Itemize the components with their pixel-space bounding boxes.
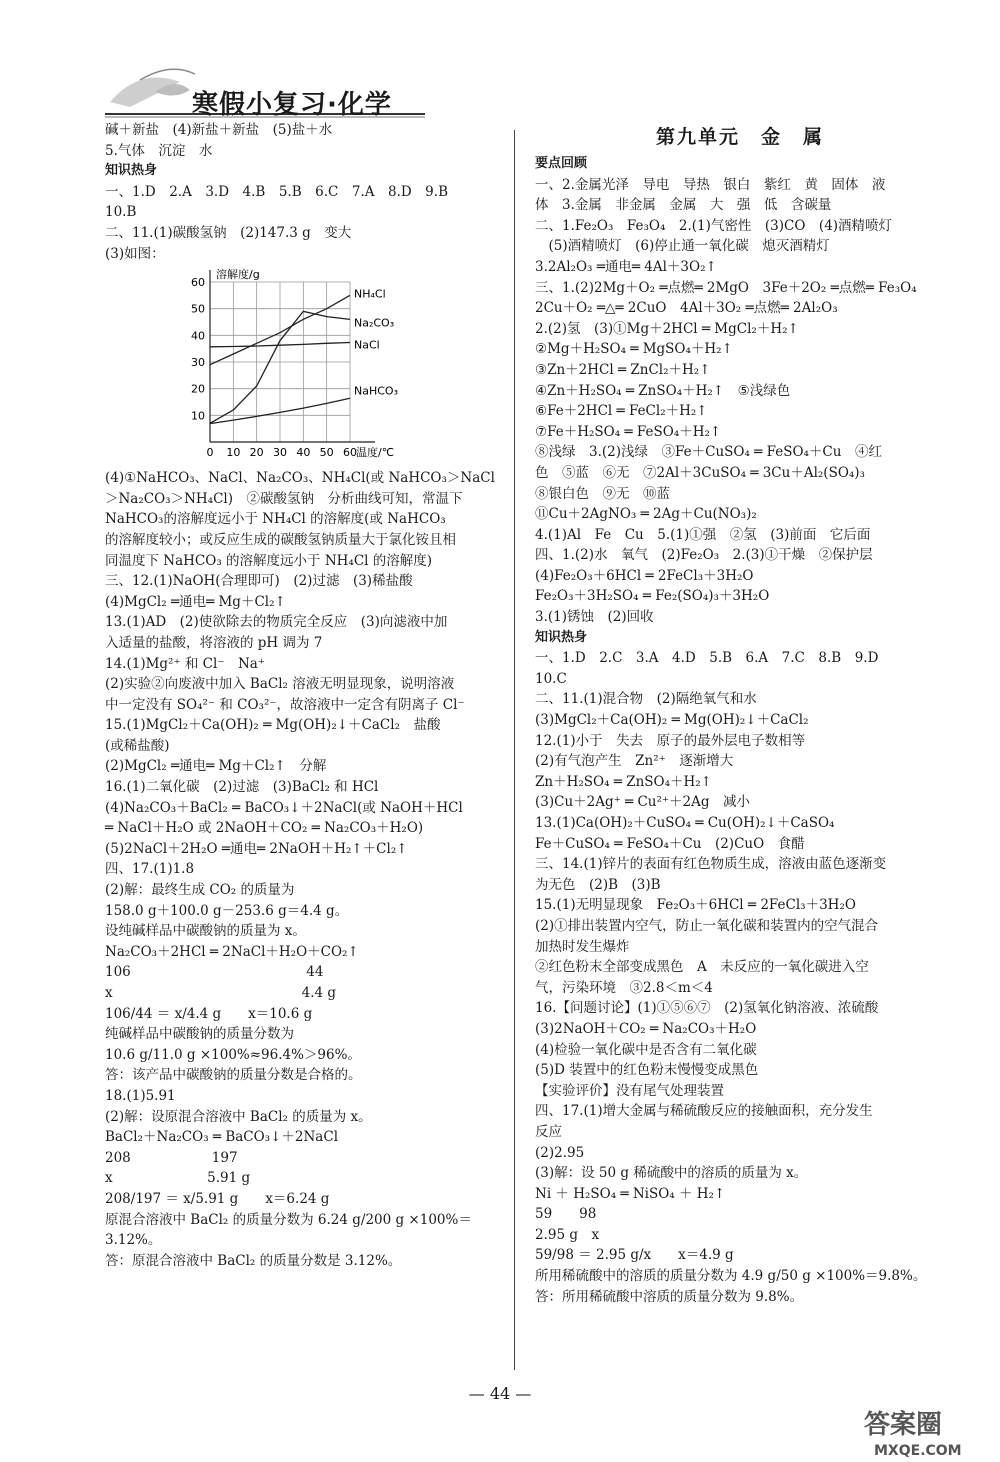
answer-line: Ni ＋ H₂SO₄ ═ NiSO₄ ＋ H₂↑: [535, 1185, 726, 1202]
answer-line: 一、2.金属光泽 导电 导热 银白 紫红 黄 固体 液: [535, 176, 886, 193]
answer-line: 纯碱样品中碳酸钠的质量分数为: [105, 1026, 294, 1043]
answer-line: (2)①排出装置内空气，防止一氧化碳和装置内的空气混合: [535, 917, 879, 934]
answer-line: Na₂CO₃＋2HCl ═ 2NaCl＋H₂O＋CO₂↑: [105, 943, 359, 960]
answer-line: 入适量的盐酸，将溶液的 pH 调为 7: [105, 634, 323, 651]
answer-line: 中一定没有 SO₄²⁻ 和 CO₃²⁻，故溶液中一定含有阴离子 Cl⁻: [105, 696, 465, 713]
answer-line: 2.(2)氢 (3)①Mg＋2HCl ═ MgCl₂＋H₂↑: [535, 320, 799, 337]
answer-line: (2)MgCl₂ ═通电═ Mg＋Cl₂↑ 分解: [105, 758, 327, 775]
answer-line: (4)①NaHCO₃、NaCl、Na₂CO₃、NH₄Cl(或 NaHCO₃＞NaCl: [105, 470, 495, 487]
answer-line: ④Zn＋H₂SO₄ ═ ZnSO₄＋H₂↑ ⑤浅绿色: [535, 382, 791, 399]
answer-line: 设纯碱样品中碳酸钠的质量为 x。: [105, 923, 306, 940]
page-number: — 44 —: [468, 1384, 532, 1403]
answer-line: 18.(1)5.91: [105, 1087, 176, 1104]
answer-line: 答：原混合溶液中 BaCl₂ 的质量分数是 3.12%。: [105, 1252, 402, 1269]
answer-line: (3)如图：: [105, 245, 165, 262]
x-tick-label: 20: [249, 446, 264, 460]
answer-line: BaCl₂＋Na₂CO₃ ═ BaCO₃↓＋2NaCl: [105, 1129, 339, 1146]
answer-line: 10.6 g/11.0 g ×100%≈96.4%＞96%。: [105, 1046, 361, 1063]
right-column: [535, 120, 945, 1307]
answer-line: 四、1.(2)水 氧气 (2)Fe₂O₃ 2.(3)①干燥 ②保护层: [535, 547, 873, 564]
answer-line: ＞Na₂CO₃＞NH₄Cl) ②碳酸氢钠 分析曲线可知，常温下: [105, 490, 463, 507]
answer-line: 15.(1)MgCl₂＋Ca(OH)₂ ═ Mg(OH)₂↓＋CaCl₂ 盐酸: [105, 717, 441, 734]
answer-line: NaHCO₃的溶解度远小于 NH₄Cl 的溶解度(或 NaHCO₃: [105, 511, 446, 528]
answer-line: 10.C: [535, 670, 567, 687]
left-answers-part1: [105, 120, 500, 264]
answer-line: 所用稀硫酸中的溶质的质量分数为 4.9 g/50 g ×100%＝9.8%。: [535, 1268, 927, 1285]
answer-line: 一、1.D 2.C 3.A 4.D 5.B 6.A 7.C 8.B 9.D: [535, 650, 879, 667]
answer-line: 59/98 ＝ 2.95 g/x x＝4.9 g: [535, 1247, 734, 1264]
answer-line: 2.95 g x: [535, 1226, 600, 1243]
answer-line: 为无色 (2)B (3)B: [535, 876, 661, 893]
answer-line: 的溶解度较小；或反应生成的碳酸氢钠质量大于氯化铵且相: [105, 531, 456, 548]
x-tick-label: 40: [296, 446, 311, 460]
answer-line: 【实验评价】没有尾气处理装置: [535, 1082, 724, 1099]
series-label: NaCl: [354, 338, 380, 352]
answer-line: 二、11.(1)混合物 (2)隔绝氧气和水: [535, 691, 757, 708]
answer-line: 59 98: [535, 1206, 597, 1223]
y-tick-label: 20: [191, 382, 205, 396]
answer-line: ═ NaCl＋H₂O 或 2NaOH＋CO₂ ═ Na₂CO₃＋H₂O): [105, 820, 424, 837]
answer-line: 四、17.(1)增大金属与稀硫酸反应的接触面积，充分发生: [535, 1103, 873, 1120]
answer-line: 3.2Al₂O₃ ═通电═ 4Al＋3O₂↑: [535, 258, 717, 275]
answer-line: x 5.91 g: [105, 1170, 251, 1187]
answer-line: (5)D 装置中的红色粉末慢慢变成黑色: [535, 1062, 759, 1079]
answer-line: (3)解：设 50 g 稀硫酸中的溶质的质量为 x。: [535, 1165, 808, 1182]
answer-line: Fe₂O₃＋3H₂SO₄ ═ Fe₂(SO₄)₃＋3H₂O: [535, 588, 770, 605]
right-answers: [535, 154, 945, 1307]
section-heading: 知识热身: [105, 163, 158, 179]
answer-line: (或稀盐酸): [105, 737, 170, 754]
series-label: NaHCO₃: [354, 384, 398, 398]
answer-line: (4)MgCl₂ ═通电═ Mg＋Cl₂↑: [105, 593, 286, 610]
solubility-chart: [105, 264, 435, 464]
page-header: [100, 62, 430, 120]
answer-line: (3)2NaOH＋CO₂ ═ Na₂CO₃＋H₂O: [535, 1020, 757, 1037]
watermark-logo: [860, 1405, 990, 1460]
answer-line: ⑧浅绿 3.(2)浅绿 ③Fe＋CuSO₄ ═ FeSO₄＋Cu ④红: [535, 444, 882, 461]
answer-line: ②Mg＋H₂SO₄ ═ MgSO₄＋H₂↑: [535, 341, 733, 358]
section-heading: 知识热身: [535, 629, 588, 645]
x-axis-label: 温度/℃: [356, 446, 395, 460]
answer-line: (2)实验②向废液中加入 BaCl₂ 溶液无明显现象，说明溶液: [105, 676, 455, 693]
answer-line: 16.(1)二氧化碳 (2)过滤 (3)BaCl₂ 和 HCl: [105, 779, 379, 796]
x-tick-label: 30: [273, 446, 287, 460]
answer-line: ⑧银白色 ⑨无 ⑩蓝: [535, 485, 670, 502]
left-column: [105, 120, 500, 1271]
answer-line: 158.0 g＋100.0 g－253.6 g＝4.4 g。: [105, 902, 349, 919]
y-tick-label: 50: [191, 302, 205, 316]
answer-line: 5.气体 沉淀 水: [105, 142, 213, 159]
answer-line: 10.B: [105, 204, 137, 221]
x-tick-label: 10: [226, 446, 241, 460]
answer-line: 4.(1)Al Fe Cu 5.(1)①强 ②氢 (3)前面 它后面: [535, 526, 871, 543]
answer-line: (4)Fe₂O₃＋6HCl ═ 2FeCl₃＋3H₂O: [535, 567, 754, 584]
watermark-url: MXQE.COM: [874, 1443, 962, 1459]
y-tick-label: 10: [191, 409, 205, 423]
series-label: NH₄Cl: [354, 287, 386, 301]
answer-line: 14.(1)Mg²⁺ 和 Cl⁻ Na⁺: [105, 655, 265, 672]
answer-line: (3)Cu＋2Ag⁺ ═ Cu²⁺＋2Ag 减小: [535, 794, 751, 811]
answer-line: 同温度下 NaHCO₃ 的溶解度远小于 NH₄Cl 的溶解度): [105, 552, 433, 569]
answer-line: 2Cu＋O₂ ═△═ 2CuO 4Al＋3O₂ ═点燃═ 2Al₂O₃: [535, 300, 838, 317]
answer-line: 15.(1)无明显现象 Fe₂O₃＋6HCl ═ 2FeCl₃＋3H₂O: [535, 897, 856, 914]
answer-line: (2)解：最终生成 CO₂ 的质量为: [105, 882, 295, 899]
answer-line: (4)Na₂CO₃＋BaCl₂ ═ BaCO₃↓＋2NaCl(或 NaOH＋HCl: [105, 799, 463, 816]
answer-line: ⑦Fe＋H₂SO₄ ═ FeSO₄＋H₂↑: [535, 423, 722, 440]
answer-line: 答：该产品中碳酸钠的质量分数是合格的。: [105, 1067, 362, 1084]
answer-line: 208 197: [105, 1149, 238, 1166]
answer-line: ②红色粉末全部变成黑色 A 未反应的一氧化碳进入空: [535, 959, 869, 976]
answer-line: 反应: [535, 1123, 562, 1140]
answer-line: 3.(1)锈蚀 (2)回收: [535, 609, 654, 626]
answer-line: (3)MgCl₂＋Ca(OH)₂ ═ Mg(OH)₂↓＋CaCl₂: [535, 712, 809, 729]
answer-line: ⑥Fe＋2HCl ═ FeCl₂＋H₂↑: [535, 403, 708, 420]
x-tick-label: 60: [343, 446, 357, 460]
answer-line: (5)2NaCl＋2H₂O ═通电═ 2NaOH＋H₂↑＋Cl₂↑: [105, 840, 408, 857]
answer-line: 三、14.(1)锌片的表面有红色物质生成，溶液由蓝色逐渐变: [535, 856, 887, 873]
answer-line: 106 44: [105, 964, 324, 981]
answer-line: 二、1.Fe₂O₃ Fe₃O₄ 2.(1)气密性 (3)CO (4)酒精喷灯: [535, 217, 893, 234]
answer-line: (2)解：设原混合溶液中 BaCl₂ 的质量为 x。: [105, 1108, 372, 1125]
answer-line: 13.(1)Ca(OH)₂＋CuSO₄ ═ Cu(OH)₂↓＋CaSO₄: [535, 815, 835, 831]
y-tick-label: 60: [191, 276, 205, 290]
answer-line: 208/197 ＝ x/5.91 g x＝6.24 g: [105, 1190, 330, 1207]
y-tick-label: 30: [191, 356, 205, 370]
answer-line: 二、11.(1)碳酸氢钠 (2)147.3 g 变大: [105, 224, 352, 241]
page-title: 寒假小复习·化学: [192, 90, 392, 120]
answer-line: 一、1.D 2.A 3.D 4.B 5.B 6.C 7.A 8.D 9.B: [105, 183, 448, 200]
answer-line: 106/44 ＝ x/4.4 g x＝10.6 g: [105, 1005, 313, 1022]
answer-line: 三、1.(2)2Mg＋O₂ ═点燃═ 2MgO 3Fe＋2O₂ ═点燃═ Fe₃O₄: [535, 279, 917, 296]
answer-line: 碱＋新盐 (4)新盐＋新盐 (5)盐＋水: [105, 122, 333, 138]
solubility-chart-svg: [105, 264, 435, 464]
column-divider: [514, 130, 515, 1370]
answer-line: 答：所用稀硫酸中溶质的质量分数为 9.8%。: [535, 1288, 804, 1305]
answer-line: ③Zn＋2HCl ═ ZnCl₂＋H₂↑: [535, 361, 711, 378]
answer-line: Zn＋H₂SO₄ ═ ZnSO₄＋H₂↑: [535, 773, 712, 790]
answer-line: (4)检验一氧化碳中是否含有二氧化碳: [535, 1041, 757, 1058]
unit-title: 第九单元 金 属: [655, 126, 824, 148]
answer-line: x 4.4 g: [105, 985, 337, 1001]
x-tick-label: 0: [206, 446, 214, 460]
answer-line: Fe＋CuSO₄ ═ FeSO₄＋Cu (2)CuO 食醋: [535, 835, 805, 852]
answer-line: 四、17.(1)1.8: [105, 861, 195, 878]
answer-line: 13.(1)AD (2)使欲除去的物质完全反应 (3)向滤液中加: [105, 614, 448, 631]
answer-line: (2)有气泡产生 Zn²⁺ 逐渐增大: [535, 753, 734, 770]
y-axis-label: 溶解度/g: [216, 268, 260, 282]
answer-line: 色 ⑤蓝 ⑥无 ⑦2Al＋3CuSO₄ ═ 3Cu＋Al₂(SO₄)₃: [535, 464, 865, 481]
watermark-text: 答案圈: [864, 1410, 943, 1440]
answer-line: 16.【问题讨论】(1)①⑤⑥⑦ (2)氢氧化钠溶液、浓硫酸: [535, 1000, 879, 1017]
answer-line: (2)2.95: [535, 1144, 585, 1161]
answer-line: ⑪Cu＋2AgNO₃ ═ 2Ag＋Cu(NO₃)₂: [535, 506, 757, 523]
y-tick-label: 40: [191, 329, 205, 343]
left-answers-part2: [105, 468, 500, 1271]
answer-line: 体 3.金属 非金属 金属 大 强 低 含碳量: [535, 197, 832, 214]
answer-line: (5)酒精喷灯 (6)停止通一氧化碳 熄灭酒精灯: [535, 238, 830, 255]
answer-line: 三、12.(1)NaOH(合理即可) (2)过滤 (3)稀盐酸: [105, 573, 413, 590]
answer-line: 加热时发生爆炸: [535, 938, 630, 955]
answer-line: 12.(1)小于 失去 原子的最外层电子数相等: [535, 732, 806, 749]
answer-line: 气，污染环境 ③2.8＜m＜4: [535, 979, 713, 996]
x-tick-label: 50: [319, 446, 334, 460]
answer-line: 原混合溶液中 BaCl₂ 的质量分数为 6.24 g/200 g ×100%＝3.12%。: [105, 1211, 472, 1249]
section-heading: 要点回顾: [535, 156, 588, 171]
series-label: Na₂CO₃: [354, 316, 395, 330]
